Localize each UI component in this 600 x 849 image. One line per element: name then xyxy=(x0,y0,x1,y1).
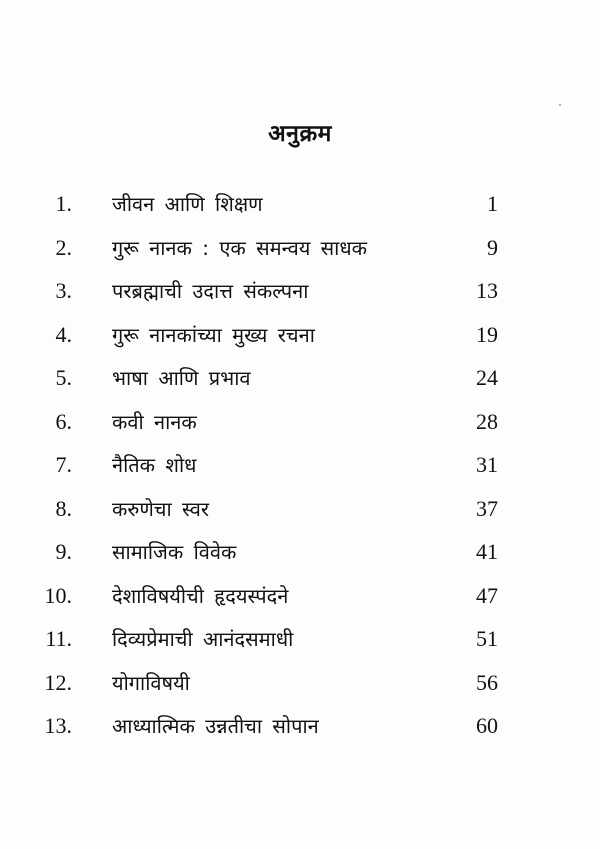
chapter-title: जीवन आणि शिक्षण xyxy=(112,192,263,216)
toc-entry xyxy=(0,621,600,665)
toc-entry xyxy=(0,186,600,230)
chapter-title: परब्रह्माची उदात्त संकल्पना xyxy=(112,279,309,303)
page-number: 37 xyxy=(476,495,498,521)
chapter-title: सामाजिक विवेक xyxy=(112,540,237,564)
page-number: 41 xyxy=(476,539,498,564)
page-number: 56 xyxy=(476,669,498,695)
page-number: 9 xyxy=(487,234,498,260)
chapter-title: दिव्यप्रेमाची आनंदसमाधी xyxy=(112,627,294,651)
table-of-contents xyxy=(0,186,600,752)
toc-entry xyxy=(0,317,600,361)
chapter-title: आध्यात्मिक उन्नतीचा सोपान xyxy=(112,714,319,738)
chapter-number: 12. xyxy=(44,669,72,695)
toc-entry xyxy=(0,230,600,274)
toc-entry xyxy=(0,447,600,491)
toc-entry xyxy=(0,534,600,578)
chapter-number: 11. xyxy=(45,626,72,651)
chapter-title: भाषा आणि प्रभाव xyxy=(112,366,251,390)
chapter-number: 1. xyxy=(55,191,72,216)
chapter-title: नैतिक शोध xyxy=(112,453,197,477)
chapter-number: 5. xyxy=(55,365,72,390)
chapter-number: 2. xyxy=(55,234,72,260)
chapter-number: 8. xyxy=(55,495,72,521)
chapter-number: 13. xyxy=(44,713,72,738)
page-number: 13 xyxy=(476,278,498,303)
chapter-title: योगाविषयी xyxy=(112,670,190,695)
chapter-title: गुरू नानकांच्या मुख्य रचना xyxy=(112,322,315,347)
page-number: 60 xyxy=(476,713,498,738)
page-number: 19 xyxy=(476,321,498,347)
toc-entry xyxy=(0,404,600,448)
page-number: 28 xyxy=(476,408,498,434)
toc-entry xyxy=(0,665,600,709)
chapter-number: 10. xyxy=(44,582,72,608)
chapter-number: 6. xyxy=(55,408,72,434)
chapter-title: गुरू नानक : एक समन्वय साधक xyxy=(112,235,368,260)
chapter-number: 7. xyxy=(55,452,72,477)
toc-entry xyxy=(0,491,600,535)
chapter-title: देशाविषयीची हृदयस्पंदने xyxy=(112,583,289,608)
chapter-title: कवी नानक xyxy=(112,409,197,434)
chapter-number: 9. xyxy=(55,539,72,564)
page-title: अनुक्रम xyxy=(268,121,332,147)
toc-entry xyxy=(0,360,600,404)
toc-entry xyxy=(0,273,600,317)
toc-entry xyxy=(0,578,600,622)
chapter-number: 4. xyxy=(55,321,72,347)
page-number: 24 xyxy=(476,365,498,390)
page-number: 47 xyxy=(476,582,498,608)
page-number: 1 xyxy=(487,191,498,216)
chapter-number: 3. xyxy=(55,278,72,303)
page-number: 31 xyxy=(476,452,498,477)
page-number: 51 xyxy=(476,626,498,651)
scan-speck xyxy=(559,104,561,106)
toc-entry xyxy=(0,708,600,752)
chapter-title: करुणेचा स्वर xyxy=(112,496,210,521)
